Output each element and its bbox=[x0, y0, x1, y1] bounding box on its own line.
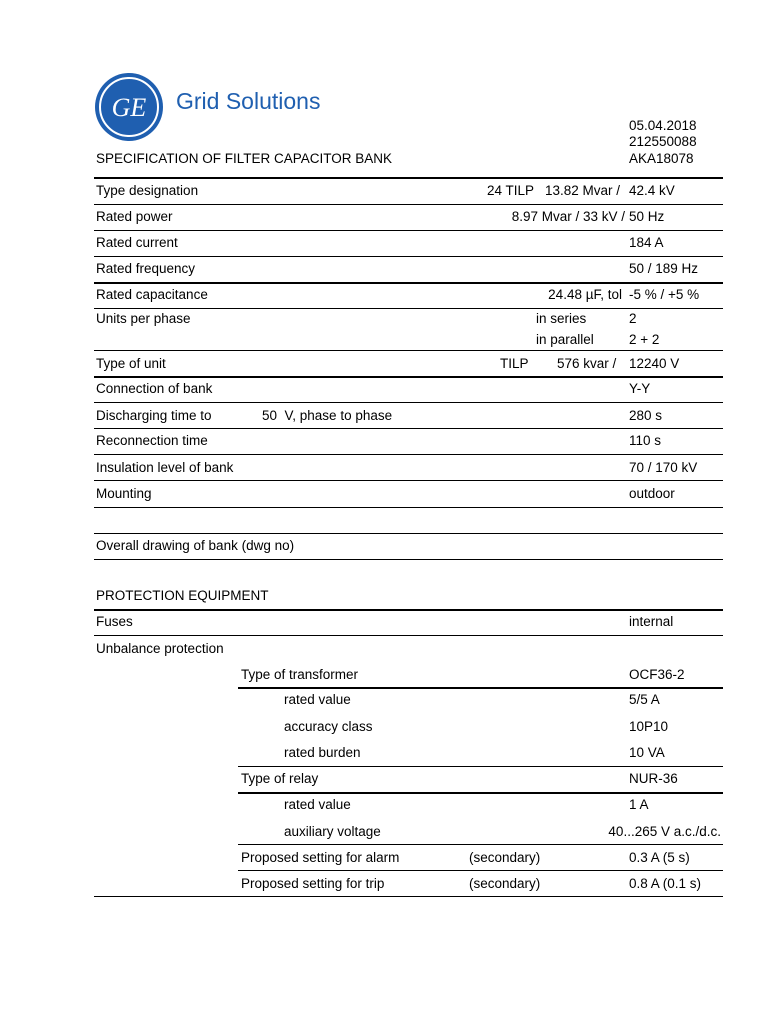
reconnection-value: 110 s bbox=[629, 433, 662, 448]
connection-label: Connection of bank bbox=[96, 381, 213, 396]
divider bbox=[94, 533, 723, 534]
in-parallel-label: in parallel bbox=[536, 332, 594, 347]
units-per-phase-label: Units per phase bbox=[96, 311, 191, 326]
insulation-label: Insulation level of bank bbox=[96, 460, 234, 475]
alarm-value: 0.3 A (5 s) bbox=[629, 850, 690, 865]
divider bbox=[94, 609, 723, 611]
r-rated-value: 1 A bbox=[629, 797, 649, 812]
t-accuracy-label: accuracy class bbox=[284, 719, 373, 734]
doc-number: 212550088 bbox=[629, 134, 697, 149]
divider bbox=[238, 792, 723, 794]
rated-power-label: Rated power bbox=[96, 209, 173, 224]
in-series-label: in series bbox=[536, 311, 587, 326]
protection-heading: PROTECTION EQUIPMENT bbox=[96, 588, 269, 603]
type-of-unit-power: 576 kvar / bbox=[557, 356, 617, 371]
connection-value: Y-Y bbox=[629, 381, 651, 396]
divider bbox=[94, 428, 723, 429]
unbalance-label: Unbalance protection bbox=[96, 641, 224, 656]
divider bbox=[94, 350, 723, 351]
ge-logo-text: GE bbox=[111, 93, 147, 122]
type-of-unit-voltage: 12240 V bbox=[629, 356, 680, 371]
relay-value: NUR-36 bbox=[629, 771, 678, 786]
discharging-value: 280 s bbox=[629, 408, 663, 423]
r-rated-value-label: rated value bbox=[284, 797, 351, 812]
rated-power-frequency: 50 Hz bbox=[629, 209, 665, 224]
divider bbox=[94, 896, 723, 897]
divider bbox=[94, 507, 723, 508]
rated-capacitance-value: 24.48 µF, tol bbox=[548, 287, 622, 302]
doc-ref: AKA18078 bbox=[629, 151, 694, 166]
type-of-unit-label: Type of unit bbox=[96, 356, 166, 371]
divider bbox=[238, 766, 723, 767]
relay-label: Type of relay bbox=[241, 771, 319, 786]
divider bbox=[94, 177, 723, 179]
mounting-label: Mounting bbox=[96, 486, 152, 501]
divider bbox=[94, 635, 723, 636]
divider bbox=[238, 687, 723, 689]
divider bbox=[94, 282, 723, 284]
divider bbox=[94, 256, 723, 257]
t-rated-value-label: rated value bbox=[284, 692, 351, 707]
divider bbox=[94, 454, 723, 455]
divider bbox=[94, 204, 723, 205]
mounting-value: outdoor bbox=[629, 486, 675, 501]
rated-capacitance-label: Rated capacitance bbox=[96, 287, 208, 302]
rated-frequency-label: Rated frequency bbox=[96, 261, 196, 276]
t-burden-value: 10 VA bbox=[629, 745, 665, 760]
divider bbox=[94, 230, 723, 231]
reconnection-label: Reconnection time bbox=[96, 433, 208, 448]
discharging-condition: 50 V, phase to phase bbox=[262, 408, 393, 423]
r-aux-voltage-label: auxiliary voltage bbox=[284, 824, 381, 839]
in-series-value: 2 bbox=[629, 311, 637, 326]
divider bbox=[94, 480, 723, 481]
trip-label: Proposed setting for trip bbox=[241, 876, 385, 891]
divider bbox=[94, 402, 723, 403]
rated-current-label: Rated current bbox=[96, 235, 178, 250]
fuses-label: Fuses bbox=[96, 614, 133, 629]
t-rated-value: 5/5 A bbox=[629, 692, 660, 707]
transformer-value: OCF36-2 bbox=[629, 667, 685, 682]
alarm-secondary: (secondary) bbox=[469, 850, 541, 865]
insulation-value: 70 / 170 kV bbox=[629, 460, 698, 475]
type-designation-voltage: 42.4 kV bbox=[629, 183, 675, 198]
divider bbox=[94, 376, 723, 378]
brand-name: Grid Solutions bbox=[176, 88, 321, 114]
alarm-label: Proposed setting for alarm bbox=[241, 850, 400, 865]
divider bbox=[94, 308, 723, 309]
doc-date: 05.04.2018 bbox=[629, 118, 697, 133]
type-designation-power: 13.82 Mvar / bbox=[545, 183, 621, 198]
rated-current-value: 184 A bbox=[629, 235, 664, 250]
rated-power-value: 8.97 Mvar / 33 kV / bbox=[511, 209, 625, 224]
discharging-label: Discharging time to bbox=[96, 408, 212, 423]
ge-logo bbox=[94, 72, 164, 142]
rated-frequency-value: 50 / 189 Hz bbox=[629, 261, 699, 276]
trip-value: 0.8 A (0.1 s) bbox=[629, 876, 702, 891]
divider bbox=[94, 559, 723, 560]
drawing-label: Overall drawing of bank (dwg no) bbox=[96, 538, 295, 553]
t-accuracy-value: 10P10 bbox=[629, 719, 669, 734]
in-parallel-value: 2 + 2 bbox=[629, 332, 660, 347]
t-burden-label: rated burden bbox=[284, 745, 361, 760]
divider bbox=[238, 870, 723, 871]
type-of-unit-type: TILP bbox=[500, 356, 529, 371]
type-designation-label: Type designation bbox=[96, 183, 199, 198]
transformer-label: Type of transformer bbox=[241, 667, 359, 682]
page-title: SPECIFICATION OF FILTER CAPACITOR BANK bbox=[96, 151, 393, 166]
fuses-value: internal bbox=[629, 614, 674, 629]
type-designation-count: 24 TILP bbox=[487, 183, 535, 198]
trip-secondary: (secondary) bbox=[469, 876, 541, 891]
rated-capacitance-tolerance: -5 % / +5 % bbox=[629, 287, 700, 302]
divider bbox=[238, 844, 723, 845]
r-aux-voltage-value: 40...265 V a.c./d.c. bbox=[608, 824, 721, 839]
